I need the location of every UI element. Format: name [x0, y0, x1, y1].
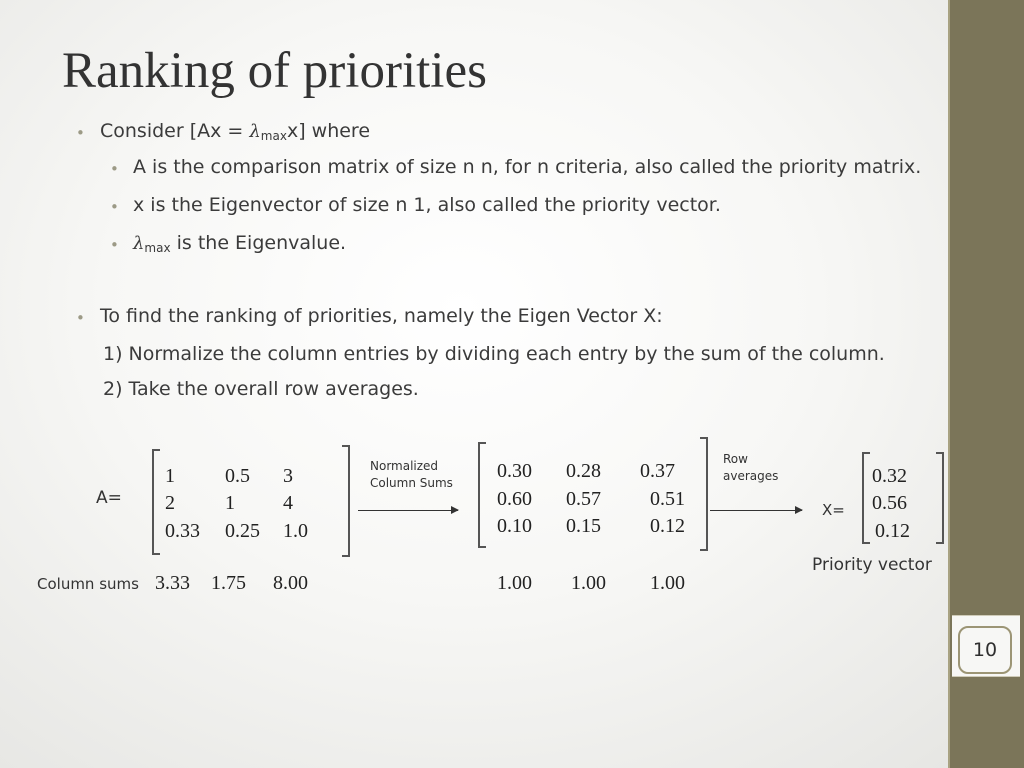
matrix-norm-right-bracket — [700, 437, 708, 551]
matrix-a-cell: 2 — [165, 492, 175, 514]
vector-x-label: X= — [822, 501, 845, 519]
eigenvalue-text: is the Eigenvalue. — [170, 232, 347, 254]
bullet-x-vector: x is the Eigenvector of size n 1, also called the priority vector. — [133, 194, 721, 216]
matrix-norm-cell: 0.51 — [650, 488, 685, 510]
bullet-dot: • — [110, 198, 119, 216]
arrow2-label-line: averages — [723, 469, 779, 483]
matrix-norm-cell: 0.10 — [497, 515, 532, 537]
matrix-a-cell: 0.25 — [225, 520, 260, 542]
bullet-dot: • — [110, 160, 119, 178]
side-bar-accent — [948, 0, 950, 768]
arrow-right-icon — [710, 510, 802, 511]
lambda-subscript: max — [144, 241, 171, 255]
column-sums-label: Column sums — [37, 575, 139, 593]
matrix-a-left-bracket — [152, 449, 160, 555]
matrix-norm-cell: 0.15 — [566, 515, 601, 537]
vector-x-right-bracket — [936, 452, 944, 544]
column-sum-value: 3.33 — [155, 572, 190, 594]
vector-x-value: 0.56 — [872, 492, 907, 514]
arrow1-label — [370, 458, 453, 492]
bullet-consider — [100, 120, 370, 143]
step-1: 1) Normalize the column entries by dividing each entry by the sum of the column. — [103, 343, 885, 365]
lambda-symbol: λ — [133, 233, 145, 254]
matrix-a-cell: 3 — [283, 465, 293, 487]
vector-x-value: 0.32 — [872, 465, 907, 487]
matrix-norm-cell: 0.37 — [640, 460, 675, 482]
arrow2-label — [723, 451, 778, 485]
matrix-a-cell: 0.5 — [225, 465, 250, 487]
matrix-a-cell: 1 — [225, 492, 235, 514]
matrix-a-cell: 0.33 — [165, 520, 200, 542]
bullet-a-matrix: A is the comparison matrix of size n n, for n criteria, also called the priority matrix. — [133, 156, 922, 178]
arrow1-label-line: Column Sums — [370, 476, 453, 490]
arrow1-label-line: Normalized — [370, 459, 439, 473]
page-number: 10 — [958, 626, 1012, 674]
bullet-dot: • — [110, 236, 119, 254]
bullet-find-ranking: To find the ranking of priorities, namely the Eigen Vector X: — [100, 305, 663, 327]
arrow2-label-line: Row — [723, 452, 748, 466]
slide-title: Ranking of priorities — [62, 43, 487, 99]
lambda-symbol: λ — [249, 121, 261, 142]
bullet-eigenvalue — [133, 232, 346, 255]
lambda-subscript: max — [260, 129, 287, 143]
column-sum-value: 1.75 — [211, 572, 246, 594]
matrix-norm-cell: 0.30 — [497, 460, 532, 482]
matrix-a-cell: 1.0 — [283, 520, 308, 542]
matrix-norm-left-bracket — [478, 442, 486, 548]
norm-column-sum: 1.00 — [650, 572, 685, 594]
matrix-norm-cell: 0.28 — [566, 460, 601, 482]
matrix-a-label: A= — [96, 488, 122, 508]
vector-x-left-bracket — [862, 452, 870, 544]
step-2: 2) Take the overall row averages. — [103, 378, 419, 400]
norm-column-sum: 1.00 — [571, 572, 606, 594]
matrix-a-cell: 1 — [165, 465, 175, 487]
bullet-consider-suffix: x] where — [286, 120, 371, 142]
matrix-norm-cell: 0.12 — [650, 515, 685, 537]
arrow-right-icon — [358, 510, 458, 511]
bullet-consider-prefix: Consider [Ax = — [100, 120, 250, 142]
matrix-a-right-bracket — [342, 445, 350, 557]
matrix-norm-cell: 0.60 — [497, 488, 532, 510]
matrix-a-cell: 4 — [283, 492, 293, 514]
bullet-dot: • — [76, 309, 85, 327]
priority-vector-caption: Priority vector — [812, 555, 932, 575]
norm-column-sum: 1.00 — [497, 572, 532, 594]
column-sum-value: 8.00 — [273, 572, 308, 594]
matrix-norm-cell: 0.57 — [566, 488, 601, 510]
bullet-dot: • — [76, 124, 85, 142]
vector-x-value: 0.12 — [875, 520, 910, 542]
